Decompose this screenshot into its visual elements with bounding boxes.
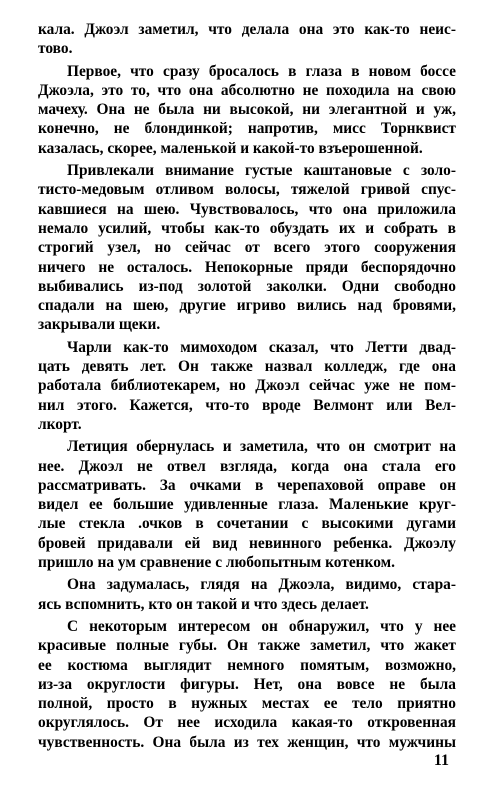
text-line: С некоторым интересом он обнаружил, что у нее xyxy=(67,617,456,635)
text-line: видел ее большие удивленные глаза. Маленькие круг- xyxy=(38,496,456,514)
text-line: нил этого. Кажется, что-то вроде Велмонт или Вел- xyxy=(38,396,456,414)
text-line: Первое, что сразу бросалось в глаза в новом боссе xyxy=(67,62,456,80)
text-line: Она задумалась, глядя на Джоэла, видимо, стара- xyxy=(67,576,456,594)
text-line: ничего не осталось. Непокорные пряди беспорядочно xyxy=(38,258,456,276)
text-line: красивые полные губы. Он также заметил, что жакет xyxy=(38,637,456,655)
paragraph xyxy=(38,338,456,434)
text-line: бровей придавали ей вид невинного ребенка. Джоэлу xyxy=(38,534,456,552)
paragraph xyxy=(38,617,456,752)
body-text xyxy=(38,20,456,755)
text-line: Летиция обернулась и заметила, что он смотрит на xyxy=(67,438,456,456)
paragraph xyxy=(38,62,456,158)
text-line: пришло на ум сравнение с любопытным котенком. xyxy=(38,554,395,572)
text-line: строгий узел, но сейчас от всего этого сооружения xyxy=(38,239,456,257)
text-line: тисто-медовым отливом волосы, тяжелой гривой спус- xyxy=(38,181,456,199)
text-line: кала. Джоэл заметил, что делала она это как-то неис- xyxy=(38,21,456,38)
text-line: немало усилий, чтобы как-то обуздать их и собрать в xyxy=(38,219,456,237)
text-line: ее костюма выглядит немного помятым, возможно, xyxy=(38,656,456,674)
text-line: округлялось. От нее исходила какая-то откровенная xyxy=(38,714,456,732)
text-line: рассматривать. За очками в черепаховой оправе он xyxy=(38,476,456,494)
page-number: 11 xyxy=(433,752,449,769)
text-line: цать девять лет. Он также назвал колледж, где она xyxy=(38,358,456,376)
text-line: полной, просто в нужных местах ее тело приятно xyxy=(38,695,456,713)
text-line: закрывали щеки. xyxy=(38,316,161,334)
text-line: конечно, не блондинкой; напротив, мисс Торнквист xyxy=(38,120,456,138)
text-line: Чарли как-то мимоходом сказал, что Летти двад- xyxy=(67,338,456,356)
text-line: ясь вспомнить, кто он такой и что здесь делает. xyxy=(38,595,369,613)
text-line: работала библиотекарем, но Джоэл сейчас уже не пом- xyxy=(38,377,456,395)
text-line: чувственность. Она была из тех женщин, что мужчины xyxy=(38,733,456,751)
text-line: мачеху. Она не была ни высокой, ни элегантной и уж, xyxy=(38,101,456,119)
text-line: лые стекла .очков в сочетании с высокими дугами xyxy=(38,515,456,533)
text-line: тово. xyxy=(38,40,73,58)
paragraph xyxy=(38,161,456,335)
text-line: казалась, скорее, маленькой и какой-то взъерошенной. xyxy=(38,139,423,157)
text-line: из-за округлости фигуры. Нет, она вовсе не была xyxy=(38,675,456,693)
text-line: Джоэла, это то, что она абсолютно не походила на свою xyxy=(38,81,456,99)
text-line: нее. Джоэл не отвел взгляда, когда она стала его xyxy=(38,457,456,475)
text-line: спадали на шею, другие игриво вились над бровями, xyxy=(38,297,456,315)
text-line: выбивались из-под золотой заколки. Одни свободно xyxy=(38,277,456,295)
paragraph xyxy=(38,437,456,572)
text-line: кавшиеся на шею. Чувствовалось, что она приложила xyxy=(38,200,456,218)
text-line: Привлекали внимание густые каштановые с золо- xyxy=(67,162,456,180)
paragraph xyxy=(38,20,456,59)
text-line: лкорт. xyxy=(38,415,82,433)
paragraph xyxy=(38,575,456,614)
